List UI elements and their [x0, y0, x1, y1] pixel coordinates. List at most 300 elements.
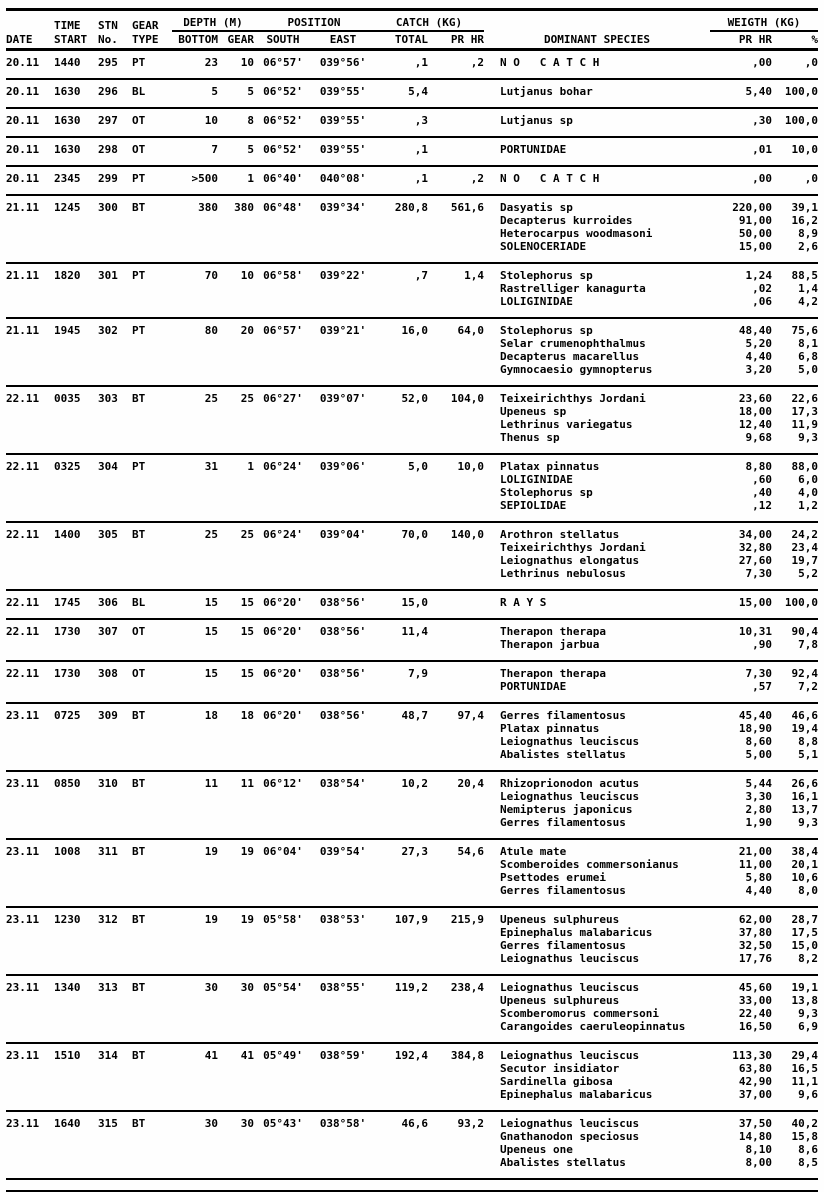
cell-species-weight: 37,50 — [738, 1117, 772, 1130]
cell-species-weight: 4,40 — [745, 350, 772, 363]
cell-species-weight: 5,80 — [745, 871, 772, 884]
cell-date: 23.11 — [6, 981, 40, 994]
cell-stn: 299 — [98, 172, 118, 185]
cell-south: 06°20' — [263, 667, 303, 680]
cell-gear: PT — [132, 460, 146, 473]
cell-time: 1730 — [54, 625, 81, 638]
col-depth-gear: GEAR — [227, 33, 254, 46]
table-row — [6, 51, 818, 80]
cell-species-weight: ,02 — [752, 282, 772, 295]
cell-total: 119,2 — [394, 981, 428, 994]
cell-species-name: Gerres filamentosus — [500, 709, 626, 722]
cell-species-name: R A Y S — [500, 596, 547, 609]
cell-species-pct: 11,1 — [791, 1075, 818, 1088]
table-row — [6, 455, 818, 523]
cell-date: 22.11 — [6, 392, 40, 405]
cell-species-weight: 113,30 — [732, 1049, 772, 1062]
cell-east: 038°56' — [319, 596, 367, 609]
cell-south: 06°27' — [263, 392, 303, 405]
cell-east: 039°55' — [319, 143, 367, 156]
cell-species-weight: 42,90 — [738, 1075, 772, 1088]
cell-species-name: LOLIGINIDAE — [500, 473, 573, 486]
cell-species-pct: 26,6 — [791, 777, 818, 790]
cell-south: 06°57' — [263, 56, 303, 69]
cell-bottom: 10 — [204, 114, 218, 127]
cell-species-name: Teixeirichthys Jordani — [500, 392, 646, 405]
row-main-line — [6, 528, 818, 541]
row-main-line — [6, 56, 818, 69]
cell-species-name: Psettodes erumei — [500, 871, 606, 884]
cell-pr-hr: 561,6 — [450, 201, 484, 214]
cell-species-pct: 88,0 — [791, 460, 818, 473]
col-time-group: TIME — [54, 19, 81, 32]
cell-total: 280,8 — [394, 201, 428, 214]
cell-gear: OT — [132, 143, 146, 156]
cell-gear: BT — [132, 777, 146, 790]
row-species-line — [6, 926, 818, 939]
cell-south: 06°52' — [263, 143, 303, 156]
cell-species-name: Upeneus sp — [500, 405, 567, 418]
row-species-line — [6, 1088, 818, 1101]
col-position-group: POSITION — [254, 16, 374, 32]
cell-species-weight: ,60 — [752, 473, 772, 486]
col-date: DATE — [6, 33, 33, 46]
cell-species-name: Secutor insidiator — [500, 1062, 620, 1075]
cell-east: 039°54' — [319, 845, 367, 858]
cell-total: 10,2 — [401, 777, 428, 790]
cell-east: 039°55' — [319, 85, 367, 98]
col-depth-group: DEPTH (M) — [172, 16, 254, 32]
cell-species-pct: 8,2 — [798, 952, 818, 965]
row-main-line — [6, 845, 818, 858]
table-row — [6, 976, 818, 1044]
cell-species-name: Abalistes stellatus — [500, 748, 626, 761]
cell-pr-hr: 64,0 — [457, 324, 484, 337]
cell-south: 05°49' — [263, 1049, 303, 1062]
cell-species-weight: 5,20 — [745, 337, 772, 350]
cell-pr-hr: 10,0 — [457, 460, 484, 473]
cell-species-weight: 18,00 — [738, 405, 772, 418]
cell-species-pct: 75,6 — [791, 324, 818, 337]
cell-time: 1945 — [54, 324, 81, 337]
cell-species-pct: 9,3 — [798, 816, 818, 829]
cell-species-weight: 15,00 — [738, 596, 772, 609]
cell-east: 038°55' — [319, 981, 367, 994]
cell-species-name: Atule mate — [500, 845, 567, 858]
cell-gear-depth: 10 — [240, 56, 254, 69]
cell-species-pct: 40,2 — [791, 1117, 818, 1130]
cell-total: 7,9 — [408, 667, 428, 680]
cell-species-pct: 100,0 — [784, 85, 818, 98]
cell-species-pct: 9,3 — [798, 431, 818, 444]
cell-species-pct: 20,1 — [791, 858, 818, 871]
cell-date: 21.11 — [6, 269, 40, 282]
cell-stn: 307 — [98, 625, 118, 638]
cell-species-name: Gnathanodon speciosus — [500, 1130, 640, 1143]
col-stn-no: No. — [98, 33, 118, 46]
cell-species-pct: 1,4 — [798, 282, 818, 295]
cell-gear-depth: 18 — [240, 709, 254, 722]
cell-species-pct: 8,8 — [798, 735, 818, 748]
cell-species-weight: 3,30 — [745, 790, 772, 803]
cell-species-pct: 9,3 — [798, 1007, 818, 1020]
cell-south: 06°04' — [263, 845, 303, 858]
cell-gear-depth: 5 — [247, 143, 254, 156]
cell-south: 06°20' — [263, 596, 303, 609]
cell-total: 46,6 — [401, 1117, 428, 1130]
cell-species-name: Epinephalus malabaricus — [500, 926, 653, 939]
cell-species-pct: 19,4 — [791, 722, 818, 735]
row-species-line — [6, 282, 818, 295]
cell-stn: 304 — [98, 460, 118, 473]
cell-date: 22.11 — [6, 667, 40, 680]
cell-gear: BT — [132, 845, 146, 858]
cell-total: 70,0 — [401, 528, 428, 541]
cell-bottom: 19 — [204, 913, 218, 926]
row-species-line — [6, 748, 818, 761]
cell-species-name: Nemipterus japonicus — [500, 803, 633, 816]
cell-species-weight: ,57 — [752, 680, 772, 693]
cell-pr-hr: 1,4 — [464, 269, 484, 282]
cell-total: ,7 — [414, 269, 428, 282]
cell-species-name: Lutjanus bohar — [500, 85, 593, 98]
cell-species-pct: 8,9 — [798, 227, 818, 240]
cell-gear-depth: 20 — [240, 324, 254, 337]
cell-gear-depth: 19 — [240, 913, 254, 926]
table-row — [6, 620, 818, 662]
cell-south: 06°48' — [263, 201, 303, 214]
table-row — [6, 167, 818, 196]
cell-species-name: Heterocarpus woodmasoni — [500, 227, 653, 240]
cell-time: 0725 — [54, 709, 81, 722]
cell-species-name: Decapterus kurroides — [500, 214, 633, 227]
cell-species-weight: 7,30 — [745, 567, 772, 580]
cell-bottom: 70 — [204, 269, 218, 282]
cell-east: 039°21' — [319, 324, 367, 337]
row-main-line — [6, 667, 818, 680]
cell-species-name: Upeneus sulphureus — [500, 913, 620, 926]
cell-stn: 314 — [98, 1049, 118, 1062]
table-row — [6, 523, 818, 591]
cell-species-weight: 34,00 — [738, 528, 772, 541]
cell-species-name: Rhizoprionodon acutus — [500, 777, 640, 790]
row-species-line — [6, 939, 818, 952]
cell-species-name: Selar crumenophthalmus — [500, 337, 646, 350]
cell-total: 107,9 — [394, 913, 428, 926]
cell-species-pct: 6,8 — [798, 350, 818, 363]
col-catch-group: CATCH (KG) — [374, 16, 484, 32]
row-species-line — [6, 952, 818, 965]
cell-gear-depth: 41 — [240, 1049, 254, 1062]
row-main-line — [6, 269, 818, 282]
cell-species-pct: 92,4 — [791, 667, 818, 680]
cell-species-pct: 8,0 — [798, 884, 818, 897]
cell-stn: 309 — [98, 709, 118, 722]
cell-total: 52,0 — [401, 392, 428, 405]
cell-species-name: Carangoides caeruleopinnatus — [500, 1020, 686, 1033]
row-species-line — [6, 803, 818, 816]
table-body — [6, 51, 818, 1180]
cell-pr-hr: 93,2 — [457, 1117, 484, 1130]
cell-species-weight: 1,90 — [745, 816, 772, 829]
cell-gear-depth: 10 — [240, 269, 254, 282]
cell-stn: 306 — [98, 596, 118, 609]
cell-species-pct: 4,2 — [798, 295, 818, 308]
cell-species-pct: 8,5 — [798, 1156, 818, 1169]
cell-gear-depth: 15 — [240, 667, 254, 680]
row-species-line — [6, 638, 818, 651]
cell-species-weight: 8,60 — [745, 735, 772, 748]
cell-time: 1630 — [54, 114, 81, 127]
cell-east: 039°04' — [319, 528, 367, 541]
cell-time: 1008 — [54, 845, 81, 858]
row-species-line — [6, 1007, 818, 1020]
cell-species-pct: 9,6 — [798, 1088, 818, 1101]
cell-gear-depth: 380 — [234, 201, 254, 214]
table-row — [6, 387, 818, 455]
row-main-line — [6, 913, 818, 926]
row-main-line — [6, 324, 818, 337]
cell-stn: 311 — [98, 845, 118, 858]
cell-bottom: 30 — [204, 1117, 218, 1130]
cell-species-weight: 3,20 — [745, 363, 772, 376]
cell-stn: 305 — [98, 528, 118, 541]
cell-species-name: Arothron stellatus — [500, 528, 620, 541]
table-row — [6, 80, 818, 109]
row-species-line — [6, 1156, 818, 1169]
cell-species-name: Epinephalus malabaricus — [500, 1088, 653, 1101]
cell-gear: BT — [132, 1117, 146, 1130]
row-species-line — [6, 722, 818, 735]
row-species-line — [6, 858, 818, 871]
cell-stn: 308 — [98, 667, 118, 680]
cell-species-name: Decapterus macarellus — [500, 350, 640, 363]
cell-south: 06°12' — [263, 777, 303, 790]
cell-pr-hr: 140,0 — [450, 528, 484, 541]
cell-total: 48,7 — [401, 709, 428, 722]
cell-species-name: Platax pinnatus — [500, 460, 600, 473]
cell-species-pct: 15,0 — [791, 939, 818, 952]
cell-gear-depth: 5 — [247, 85, 254, 98]
cell-total: ,1 — [414, 56, 428, 69]
cell-species-weight: ,01 — [752, 143, 772, 156]
cell-species-name: Leiognathus leuciscus — [500, 1117, 640, 1130]
row-species-line — [6, 295, 818, 308]
cell-species-name: SEPIOLIDAE — [500, 499, 567, 512]
row-species-line — [6, 680, 818, 693]
cell-species-weight: ,12 — [752, 499, 772, 512]
cell-species-name: Leiognathus leuciscus — [500, 1049, 640, 1062]
cell-total: 15,0 — [401, 596, 428, 609]
row-main-line — [6, 1049, 818, 1062]
cell-gear: PT — [132, 56, 146, 69]
cell-total: 192,4 — [394, 1049, 428, 1062]
cell-species-name: Platax pinnatus — [500, 722, 600, 735]
cell-species-pct: 39,1 — [791, 201, 818, 214]
row-main-line — [6, 981, 818, 994]
cell-gear-depth: 11 — [240, 777, 254, 790]
cell-species-pct: 19,1 — [791, 981, 818, 994]
cell-east: 039°07' — [319, 392, 367, 405]
cell-species-name: SOLENOCERIADE — [500, 240, 587, 253]
cell-south: 06°58' — [263, 269, 303, 282]
cell-time: 1820 — [54, 269, 81, 282]
col-time-start: START — [54, 33, 88, 46]
cell-species-name: Sardinella gibosa — [500, 1075, 613, 1088]
row-species-line — [6, 1062, 818, 1075]
cell-gear: OT — [132, 625, 146, 638]
cell-species-pct: 16,5 — [791, 1062, 818, 1075]
cell-date: 21.11 — [6, 324, 40, 337]
cell-date: 22.11 — [6, 528, 40, 541]
cell-bottom: 41 — [204, 1049, 218, 1062]
cell-date: 22.11 — [6, 460, 40, 473]
cell-species-weight: 10,31 — [738, 625, 772, 638]
cell-gear-depth: 30 — [240, 1117, 254, 1130]
cell-species-weight: ,00 — [752, 172, 772, 185]
cell-species-weight: 4,40 — [745, 884, 772, 897]
cell-south: 06°24' — [263, 528, 303, 541]
cell-gear-depth: 30 — [240, 981, 254, 994]
cell-species-weight: 7,30 — [745, 667, 772, 680]
cell-south: 06°57' — [263, 324, 303, 337]
cell-species-weight: 45,40 — [738, 709, 772, 722]
cell-species-weight: 18,90 — [738, 722, 772, 735]
table-row — [6, 704, 818, 772]
cell-species-name: Therapon jarbua — [500, 638, 600, 651]
cell-total: 5,4 — [408, 85, 428, 98]
cell-species-weight: 37,80 — [738, 926, 772, 939]
cell-species-pct: 5,0 — [798, 363, 818, 376]
cell-species-name: Leiognathus leuciscus — [500, 981, 640, 994]
cell-pr-hr: 384,8 — [450, 1049, 484, 1062]
cell-time: 1730 — [54, 667, 81, 680]
cell-gear-depth: 25 — [240, 528, 254, 541]
cell-pr-hr: ,2 — [470, 172, 484, 185]
cell-stn: 300 — [98, 201, 118, 214]
cell-species-weight: 22,40 — [738, 1007, 772, 1020]
cell-bottom: 380 — [198, 201, 218, 214]
row-species-line — [6, 884, 818, 897]
cell-species-name: Leiognathus leuciscus — [500, 790, 640, 803]
col-dominant-species: DOMINANT SPECIES — [544, 33, 650, 46]
row-main-line — [6, 709, 818, 722]
col-catch-total: TOTAL — [394, 33, 428, 46]
cell-species-name: PORTUNIDAE — [500, 680, 567, 693]
row-species-line — [6, 431, 818, 444]
cell-species-weight: 48,40 — [738, 324, 772, 337]
cell-bottom: 25 — [204, 392, 218, 405]
cell-gear-depth: 15 — [240, 596, 254, 609]
cell-stn: 315 — [98, 1117, 118, 1130]
row-species-line — [6, 499, 818, 512]
cell-time: 0325 — [54, 460, 81, 473]
cell-species-pct: 29,4 — [791, 1049, 818, 1062]
cell-gear: BT — [132, 913, 146, 926]
cell-gear-depth: 19 — [240, 845, 254, 858]
cell-stn: 303 — [98, 392, 118, 405]
cell-stn: 312 — [98, 913, 118, 926]
row-main-line — [6, 201, 818, 214]
cell-time: 1630 — [54, 85, 81, 98]
cell-species-pct: 10,0 — [791, 143, 818, 156]
cell-species-name: Lethrinus nebulosus — [500, 567, 626, 580]
col-weight-group: WEIGTH (KG) — [710, 16, 818, 32]
cell-species-weight: 32,80 — [738, 541, 772, 554]
cell-species-pct: 15,8 — [791, 1130, 818, 1143]
table-header — [6, 11, 818, 51]
cell-bottom: 31 — [204, 460, 218, 473]
table-row — [6, 908, 818, 976]
row-species-line — [6, 473, 818, 486]
row-species-line — [6, 1075, 818, 1088]
cell-date: 20.11 — [6, 85, 40, 98]
table-row — [6, 1112, 818, 1180]
cell-species-name: Lethrinus variegatus — [500, 418, 633, 431]
table-row — [6, 591, 818, 620]
cell-stn: 301 — [98, 269, 118, 282]
cell-east: 039°22' — [319, 269, 367, 282]
row-species-line — [6, 1130, 818, 1143]
cell-species-weight: 32,50 — [738, 939, 772, 952]
cell-stn: 298 — [98, 143, 118, 156]
cell-total: 11,4 — [401, 625, 428, 638]
cell-date: 23.11 — [6, 777, 40, 790]
row-species-line — [6, 337, 818, 350]
cell-species-pct: 5,1 — [798, 748, 818, 761]
row-species-line — [6, 486, 818, 499]
cell-bottom: 15 — [204, 667, 218, 680]
cell-gear: BT — [132, 981, 146, 994]
cell-east: 038°58' — [319, 1117, 367, 1130]
col-gear-type: TYPE — [132, 33, 159, 46]
cell-species-pct: 22,6 — [791, 392, 818, 405]
cell-south: 05°54' — [263, 981, 303, 994]
table-row — [6, 319, 818, 387]
cell-species-name: Upeneus one — [500, 1143, 573, 1156]
cell-date: 23.11 — [6, 913, 40, 926]
cell-species-weight: 23,60 — [738, 392, 772, 405]
cell-species-weight: 5,00 — [745, 748, 772, 761]
cell-pr-hr: 97,4 — [457, 709, 484, 722]
cell-total: 5,0 — [408, 460, 428, 473]
row-species-line — [6, 871, 818, 884]
cell-species-pct: 7,2 — [798, 680, 818, 693]
cell-species-weight: 8,80 — [745, 460, 772, 473]
cell-species-name: Scomberomorus commersoni — [500, 1007, 659, 1020]
cell-south: 05°43' — [263, 1117, 303, 1130]
cell-time: 1230 — [54, 913, 81, 926]
cell-species-name: Thenus sp — [500, 431, 560, 444]
cell-gear: OT — [132, 114, 146, 127]
cell-stn: 296 — [98, 85, 118, 98]
cell-species-weight: 14,80 — [738, 1130, 772, 1143]
cell-total: 16,0 — [401, 324, 428, 337]
cell-species-weight: 62,00 — [738, 913, 772, 926]
cell-species-weight: 17,76 — [738, 952, 772, 965]
cell-species-pct: 5,2 — [798, 567, 818, 580]
cell-pr-hr: ,2 — [470, 56, 484, 69]
cell-south: 06°40' — [263, 172, 303, 185]
cell-date: 20.11 — [6, 114, 40, 127]
cell-species-weight: 50,00 — [738, 227, 772, 240]
col-weight-pct: % — [811, 33, 818, 46]
cell-total: ,3 — [414, 114, 428, 127]
header-sub-line — [6, 32, 818, 46]
cell-species-weight: ,06 — [752, 295, 772, 308]
row-main-line — [6, 460, 818, 473]
row-species-line — [6, 554, 818, 567]
